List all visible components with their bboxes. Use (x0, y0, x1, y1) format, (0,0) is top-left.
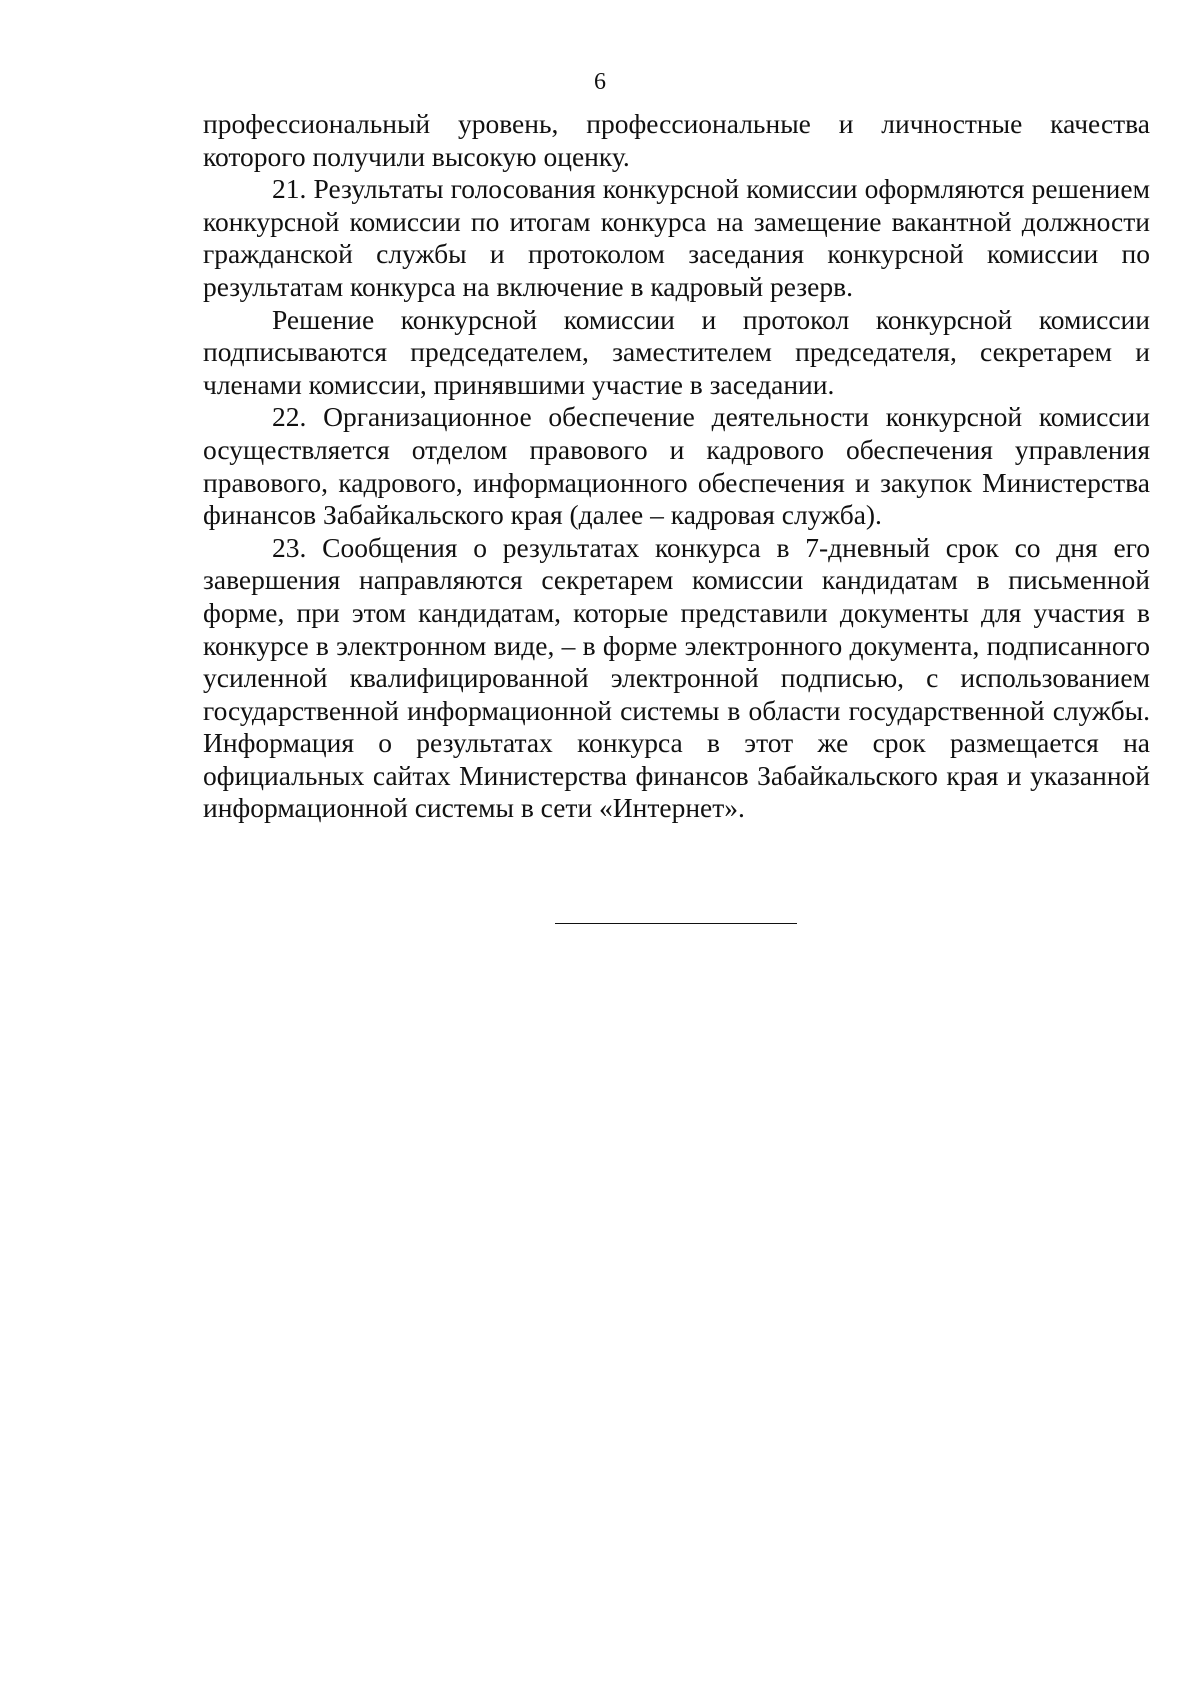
document-body (203, 108, 1150, 825)
page-number: 6 (594, 69, 606, 95)
end-separator-line (555, 923, 797, 924)
paragraph-item-21: 21. Результаты голосования конкурсной комиссии оформляются решением конкурсной комиссии по итогам конкурса на замещение вакантной должности гражданской службы и протоколом заседания конкурсной комиссии по результатам конкурса на включение в кадровый резерв. (203, 173, 1150, 302)
paragraph-continuation: профессиональный уровень, профессиональные и личностные качества которого получили высокую оценку. (203, 108, 1150, 172)
paragraph-decision-signing: Решение конкурсной комиссии и протокол конкурсной комиссии подписываются председателем, заместителем председателя, секретарем и членами комиссии, принявшими участие в заседании. (203, 303, 1150, 400)
paragraph-item-23: 23. Сообщения о результатах конкурса в 7-дневный срок со дня его завершения направляются секретарем комиссии кандидатам в письменной форме, при этом кандидатам, которые представили документы для участия в конкурсе в электронном виде, – в форме электронного документа, подписанного усиленной квалифицированной электронной подписью, с использованием государственной информационной системы в области государственной службы. Информация о результатах конкурса в этот же срок размещается на официальных сайтах Министерства финансов Забайкальского края и указанной информационной системы в сети «Интернет». (203, 531, 1150, 824)
paragraph-item-22: 22. Организационное обеспечение деятельности конкурсной комиссии осуществляется отделом правового и кадрового обеспечения управления правового, кадрового, информационного обеспечения и закупок Министерства финансов Забайкальского края (далее – кадровая служба). (203, 401, 1150, 531)
